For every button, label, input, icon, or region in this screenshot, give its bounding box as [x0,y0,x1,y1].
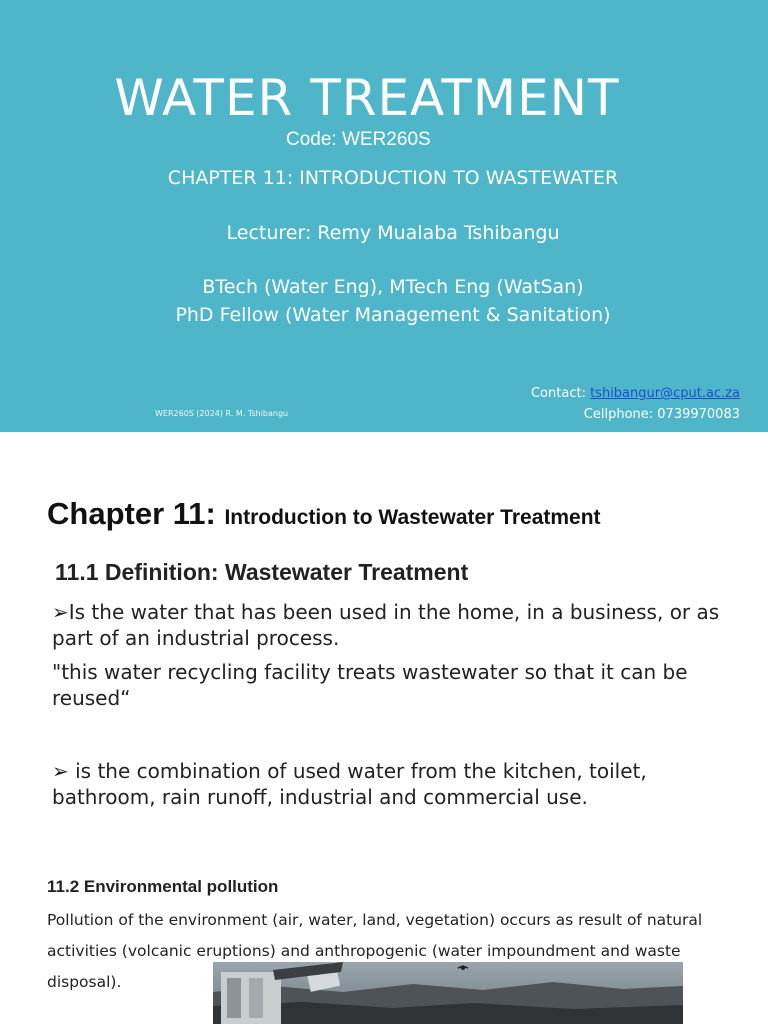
environmental-pollution-text: Pollution of the environment (air, water, land, vegetation) occurs as result of natural activities (volcanic eruptions) and anthropogenic (water impoundment and waste disposal). [47,911,703,991]
chapter-heading-number: Chapter 11: [47,496,225,531]
chapter-heading-title: Introduction to Wastewater Treatment [224,506,601,529]
lecturer-degrees: BTech (Water Eng), MTech Eng (WatSan) [202,276,584,298]
content-slide [0,448,768,1024]
recycling-quote: "this water recycling facility treats wastewater so that it can be reused“ [52,660,688,710]
title-slide [0,0,768,432]
cellphone: Cellphone: 0739970083 [583,407,740,422]
chapter-subtitle: CHAPTER 11: INTRODUCTION TO WASTEWATER [167,167,619,189]
contact-email-link[interactable]: tshibangur@cput.ac.za [590,386,740,401]
environmental-pollution-heading: 11.2 Environmental pollution [47,877,279,896]
landfill-photo [213,962,683,1024]
contact-label: Contact: [530,386,591,401]
lecturer-fellowship: PhD Fellow (Water Management & Sanitation) [175,304,611,326]
contact-line [531,385,740,403]
definition-heading: 11.1 Definition: Wastewater Treatment [55,559,469,585]
course-code: Code: WER260S [286,129,431,150]
slide-title: WATER TREATMENT [114,69,620,127]
bullet-combination: ➢ is the combination of used water from the kitchen, toilet, bathroom, rain runoff, industrial and commercial use. [52,759,647,809]
chapter-heading [47,496,601,532]
slide-footer: WER260S (2024) R. M. Tshibangu [155,409,289,418]
bullet-used-water: ➢Is the water that has been used in the home, in a business, or as part of an industrial process. [52,600,720,650]
lecturer-name: Lecturer: Remy Mualaba Tshibangu [226,222,560,244]
